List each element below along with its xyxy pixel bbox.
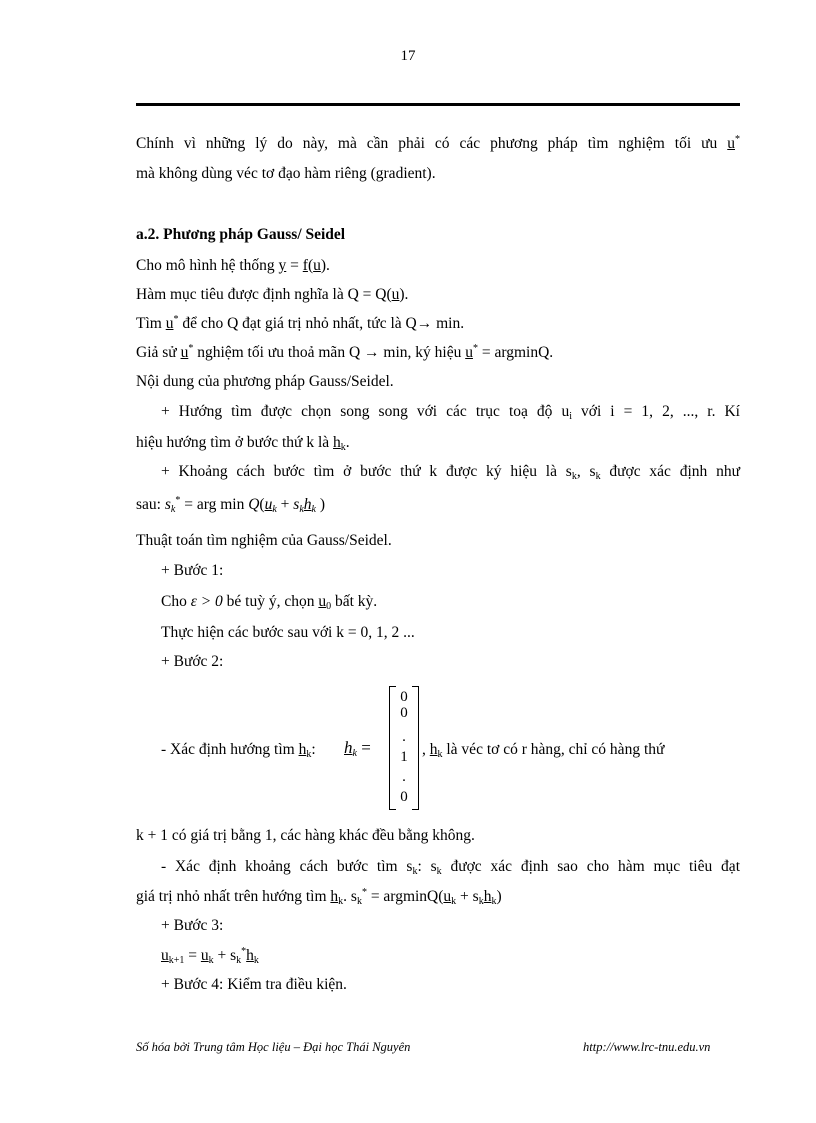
assume-line: Giả sử u* nghiệm tối ưu thoả mãn Q → min, ký hiệu u* = argminQ. — [136, 343, 554, 361]
footer-left: Số hóa bởi Trung tâm Học liệu – Đại học Thái Nguyên — [136, 1040, 411, 1054]
step2-label: + Bước 2: — [161, 653, 224, 670]
step-size-formula-line: sau: $s_k^*$ = arg $\min Q(u_k + s_kh_k$ ) — [136, 495, 326, 515]
step1-label: + Bước 1: — [161, 562, 224, 579]
matrix-cell: . — [402, 769, 406, 785]
step1-epsilon-line: Cho ε > 0 bé tuỳ ý, chọn $u_0$ bất kỳ. — [161, 593, 378, 612]
matrix-cell: . — [402, 729, 406, 745]
model-line: Cho mô hình hệ thống y = f(u). — [136, 257, 330, 274]
matrix-cell: 0 — [400, 789, 408, 805]
step1-repeat-line: Thực hiện các bước sau với k = 0, 1, 2 ... — [161, 624, 415, 641]
step3-update-formula: $u_{k+1} = u_k + s_k^*h_k$ — [161, 946, 259, 966]
matrix-cell: 0 — [400, 689, 408, 705]
step2-direction-line: - Xác định hướng tìm $h_k$: — [161, 741, 316, 760]
algorithm-heading: Thuật toán tìm nghiệm của Gauss/Seidel. — [136, 532, 392, 549]
step3-label: + Bước 3: — [161, 917, 224, 934]
header-rule — [136, 103, 740, 106]
step4-label: + Bước 4: Kiểm tra điều kiện. — [161, 976, 347, 993]
footer-right: http://www.lrc-tnu.edu.vn — [583, 1040, 711, 1054]
step2-vector-description: , $h_k$ là véc tơ có r hàng, chỉ có hàng thứ — [422, 741, 665, 760]
objective-line: Hàm mục tiêu được định nghĩa là Q = Q(u). — [136, 286, 409, 303]
page-number: 17 — [400, 48, 416, 64]
intro-line-2: mà không dùng véc tơ đạo hàm riêng (gradient). — [136, 165, 436, 182]
direction-line-2: hiệu hướng tìm ở bước thứ k là $h_k$. — [136, 434, 350, 453]
step2-stepsize-line-1: - Xác định khoảng cách bước tìm $s_k$: $s_k$ được xác định sao cho hàm mục tiêu đạt — [161, 858, 740, 877]
matrix-cell: 0 — [400, 705, 408, 721]
direction-line-1: + Hướng tìm được chọn song song với các trục toạ độ $u_i$ với i = 1, 2, ..., r. Kí — [161, 403, 740, 422]
content-heading: Nội dung của phương pháp Gauss/Seidel. — [136, 373, 394, 390]
intro-line-1: Chính vì những lý do này, mà cần phải có các phương pháp tìm nghiệm tối ưu u* — [136, 134, 740, 152]
section-title: a.2. Phương pháp Gauss/ Seidel — [136, 226, 346, 243]
hk-column-vector — [389, 686, 419, 810]
step2-continuation: k + 1 có giá trị bằng 1, các hàng khác đều bằng không. — [136, 827, 475, 844]
matrix-cell: 1 — [400, 749, 408, 765]
step2-stepsize-line-2: giá trị nhỏ nhất trên hướng tìm $h_k$. $s_k^* = argminQ(u_k + s_kh_k)$ — [136, 887, 502, 907]
step-size-line-1: + Khoảng cách bước tìm ở bước thứ k được ký hiệu là $s_k$, $s_k$ được xác định như — [161, 463, 740, 482]
find-line: Tìm u* để cho Q đạt giá trị nhỏ nhất, tức là Q→ min. — [136, 314, 465, 332]
hk-formula: $h_k$ = — [344, 738, 371, 759]
